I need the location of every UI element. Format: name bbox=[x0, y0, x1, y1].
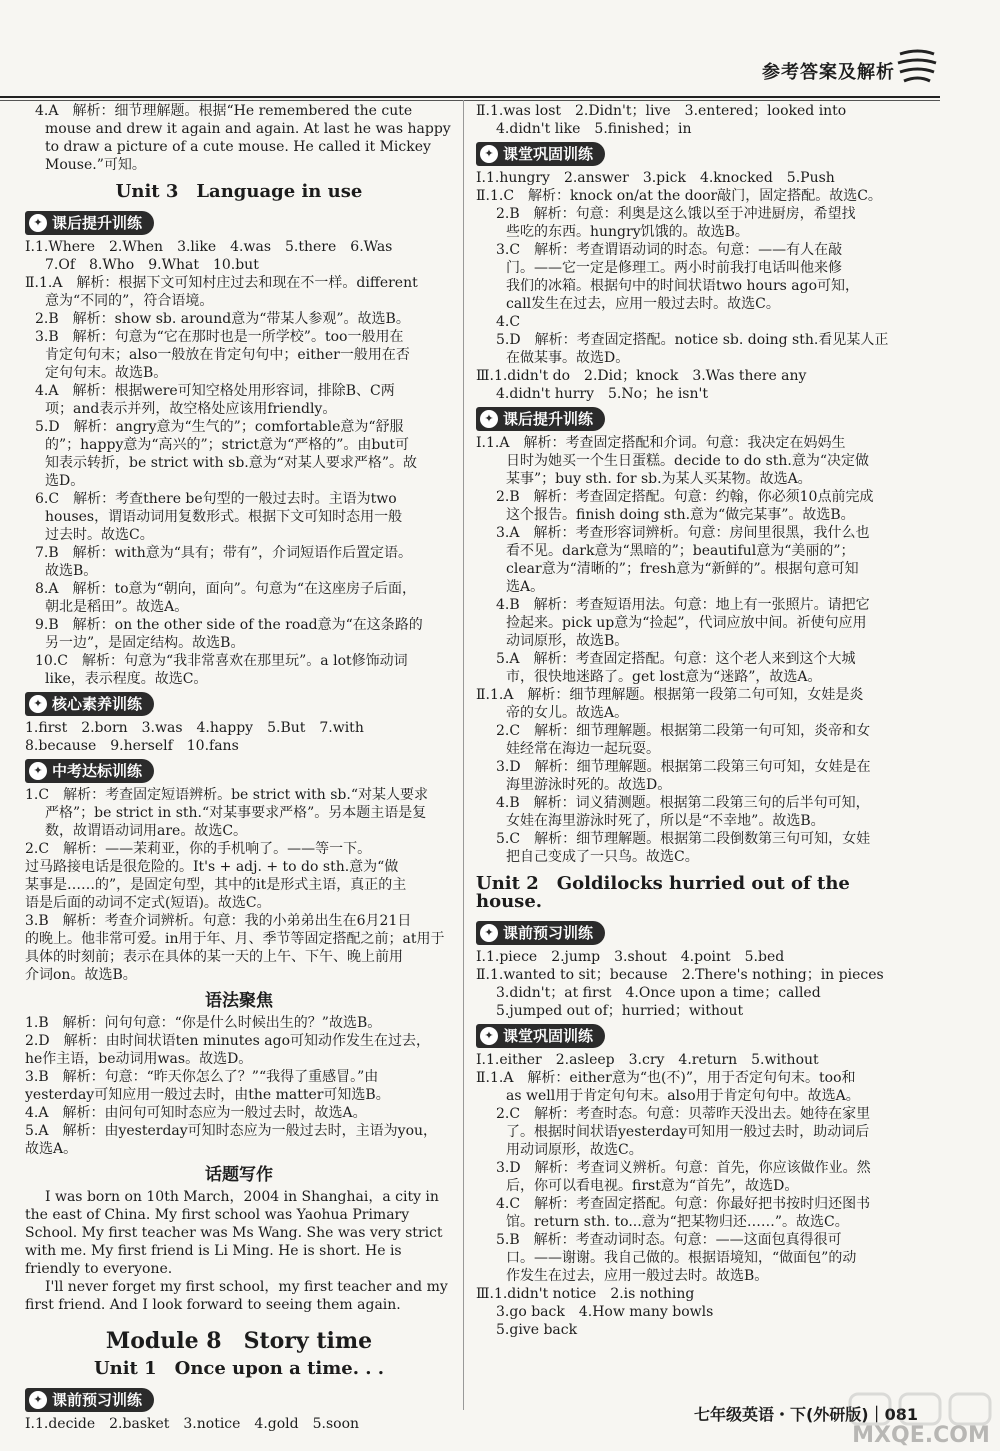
answer-block bbox=[476, 1051, 916, 1339]
answer-line: 定句句末。故选B。 bbox=[45, 365, 168, 381]
answer-line: 语是后面的动词不定式(短语)。故选C。 bbox=[25, 895, 271, 911]
book-icon: ✦ bbox=[480, 1027, 498, 1045]
book-icon: ✦ bbox=[29, 214, 47, 232]
answer-line: 某事是……的”，是固定句型，其中的it是形式主语，真正的主 bbox=[25, 877, 407, 893]
unit-2-title: Unit 2 Goldilocks hurried out of the house. bbox=[476, 873, 850, 912]
answer-line: 1.B 解析：问句句意：“你是什么时候出生的？”故选B。 bbox=[25, 1015, 382, 1031]
answer-line: 4.A 解析：根据were可知空格处用形容词，排除B、C两 bbox=[35, 383, 395, 399]
right-column bbox=[476, 102, 916, 1339]
column-divider bbox=[463, 100, 464, 1410]
answer-line: 的”；happy意为“高兴的”；strict意为“严格的”。由but可 bbox=[45, 437, 410, 453]
answer-line: Mouse.”可知。 bbox=[45, 157, 146, 173]
answer-line: 6.C 解析：考查there be句型的一般过去时。主语为two bbox=[35, 491, 397, 507]
answer-line: 5.D 解析：考查固定搭配。notice sb. doing sth.看见某人正 bbox=[496, 332, 889, 348]
answer-line: as well用于肯定句句末。also用于肯定句句中。故选A。 bbox=[506, 1088, 860, 1104]
header-rule bbox=[0, 96, 940, 98]
writing-paragraph: I'll never forget my first school，my first teacher and my first friend. And I look forward to seeing them again. bbox=[25, 1279, 448, 1313]
answer-line: 用动词原形，故选C。 bbox=[506, 1142, 643, 1158]
answer-line: 知表示转折，be strict with sb.意为“对某人要求严格”。故 bbox=[45, 455, 418, 471]
answer-line: 2.B 解析：句意：利奥是这么饿以至于冲进厨房，希望找 bbox=[496, 206, 856, 222]
module-title: Module 8 Story time bbox=[105, 1328, 373, 1354]
answer-line: 4.C 解析：考查固定搭配。句意：你最好把书按时归还图书 bbox=[496, 1196, 871, 1212]
answer-line: Ⅰ.1.piece 2.jump 3.shout 4.point 5.bed bbox=[476, 949, 785, 965]
section-banner: ✦ 课后提升训练 bbox=[476, 407, 605, 431]
section-banner: ✦ 课前预习训练 bbox=[25, 1388, 154, 1412]
answer-block-top bbox=[476, 102, 916, 138]
unit-3-title: Unit 3 Language in use bbox=[115, 181, 363, 202]
answer-line: 后，你可以看电视。first意为“首先”，故选D。 bbox=[506, 1178, 799, 1194]
answer-line: 故选B。 bbox=[45, 563, 98, 579]
answer-line: 4.B 解析：词义猜测题。根据第二段第三句的后半句可知， bbox=[496, 795, 870, 811]
answer-line: 肯定句句末；also一般放在肯定句句中；either一般用在否 bbox=[45, 347, 410, 363]
answer-line: Ⅱ.1.A 解析：either意为“也(不)”，用于否定句句末。too和 bbox=[476, 1070, 856, 1086]
answer-line: to draw a picture of a cute mouse. He called it Mickey bbox=[45, 139, 431, 155]
book-icon: ✦ bbox=[480, 145, 498, 163]
answer-line: Ⅱ.1.C 解析：knock on/at the door敲门，固定搭配。故选C。 bbox=[476, 188, 882, 204]
answer-line: call发生在过去，应用一般过去时。故选C。 bbox=[506, 296, 780, 312]
answer-line: Ⅱ.1.wanted to sit；because 2.There's nothing；in pieces bbox=[476, 967, 884, 983]
answer-line: 某事”；buy sth. for sb.为某人买某物。故选A。 bbox=[506, 471, 812, 487]
section-banner: ✦ 核心素养训练 bbox=[25, 692, 154, 716]
answer-block bbox=[25, 1415, 453, 1433]
answer-line: 严格”；be strict in sth.“对某事要求严格”。另本题主语是复 bbox=[45, 805, 427, 821]
answer-line: 2.B 解析：show sb. around意为“带某人参观”。故选B。 bbox=[35, 311, 410, 327]
answer-line: mouse and drew it again and again. At last he was happy bbox=[45, 121, 451, 137]
answer-line: 门。——它一定是修理工。两小时前我打电话叫他来修 bbox=[506, 260, 842, 276]
answer-line: 动词原形，故选B。 bbox=[506, 633, 629, 649]
answer-line: 故选A。 bbox=[25, 1141, 78, 1157]
answer-line: 3.A 解析：考查形容词辨析。句意：房间里很黑，我什么也 bbox=[496, 525, 870, 541]
answer-line: 5.D 解析：angry意为“生气的”；comfortable意为“舒服 bbox=[35, 419, 404, 435]
answer-line: 了。根据时间状语yesterday可知用一般过去时，助动词后 bbox=[506, 1124, 870, 1140]
answer-line: 2.C 解析：——茉莉亚，你的手机响了。——等一下。 bbox=[25, 841, 372, 857]
answer-line: 女娃在海里游泳时死了，所以是“不幸地”。故选B。 bbox=[506, 813, 825, 829]
answer-line: 8.A 解析：to意为“朝向，面向”。句意为“在这座房子后面， bbox=[35, 581, 416, 597]
answer-line: 1.first 2.born 3.was 4.happy 5.But 7.with bbox=[25, 720, 364, 736]
left-column bbox=[25, 102, 453, 1433]
answer-line: 5.A 解析：由yesterday可知时态应为一般过去时，主语为you， bbox=[25, 1123, 438, 1139]
answer-line: houses，谓语动词用复数形式。根据下文可知时态用一般 bbox=[45, 509, 403, 525]
answer-line: 9.B 解析：on the other side of the road意为“在这条路的 bbox=[35, 617, 423, 633]
page-footer: 七年级英语・下(外研版)｜081 bbox=[693, 1405, 918, 1424]
answer-line: 4.C bbox=[496, 314, 521, 330]
answer-block bbox=[476, 169, 916, 403]
answer-line: 这个报告。finish doing sth.意为“做完某事”。故选B。 bbox=[506, 507, 855, 523]
answer-line: Ⅱ.1.was lost 2.Didn't；live 3.entered；looked into bbox=[476, 103, 847, 119]
answer-block-top bbox=[25, 102, 453, 174]
answer-line: Ⅱ.1.A 解析：根据下文可知村庄过去和现在不一样。different bbox=[25, 275, 418, 291]
answer-line: he作主语，be动词用was。故选D。 bbox=[25, 1051, 253, 1067]
answer-line: Ⅰ.1.decide 2.basket 3.notice 4.gold 5.soon bbox=[25, 1416, 360, 1432]
answer-line: 3.didn't；at first 4.Once upon a time；called bbox=[496, 985, 821, 1001]
answer-line: 另一边”，是固定结构。故选B。 bbox=[45, 635, 245, 651]
answer-line: 5.B 解析：考查动词时态。句意：——这面包真得很可 bbox=[496, 1232, 842, 1248]
book-icon: ✦ bbox=[29, 1391, 47, 1409]
answer-line: 把自己变成了一只鸟。故选C。 bbox=[506, 849, 699, 865]
answer-line: 选D。 bbox=[45, 473, 85, 489]
answer-line: 的晚上。他非常可爱。in用于年、月、季节等固定搭配之前；at用于 bbox=[25, 931, 445, 947]
book-icon: ✦ bbox=[480, 924, 498, 942]
answer-line: 馆。return sth. to...意为“把某物归还……”。故选C。 bbox=[506, 1214, 849, 1230]
answer-line: 帝的女儿。故选A。 bbox=[506, 705, 629, 721]
answer-line: 意为“不同的”，符合语境。 bbox=[45, 293, 214, 309]
grammar-title: 语法聚焦 bbox=[205, 991, 273, 1011]
answer-line: 娃经常在海边一起玩耍。 bbox=[506, 741, 660, 757]
answer-line: 作发生在过去，应用一般过去时。故选B。 bbox=[506, 1268, 769, 1284]
answer-line: 10.C 解析：句意为“我非常喜欢在那里玩”。a lot修饰动词 bbox=[35, 653, 408, 669]
answer-line: 我们的冰箱。根据句中的时间状语two hours ago可知， bbox=[506, 278, 860, 294]
answer-block bbox=[476, 948, 916, 1020]
writing-title: 话题写作 bbox=[205, 1165, 273, 1185]
writing-paragraph: I was born on 10th March，2004 in Shanghai，a city in the east of China. My first school was Yaohua Primary School. My first teacher was Ms Wang. She was very strict with me. My first friend is Li Ming. He is short. He is friendly to everyone. bbox=[25, 1189, 443, 1277]
watermark-text: MXQE.COM bbox=[852, 1423, 990, 1446]
answer-line: yesterday可知应用一般过去时，由the matter可知选B。 bbox=[25, 1087, 390, 1103]
answer-line: 过去时。故选C。 bbox=[45, 527, 154, 543]
book-icon: ✦ bbox=[480, 410, 498, 428]
stacked-lines-icon bbox=[896, 48, 938, 86]
watermark-logo-icon bbox=[846, 1392, 996, 1446]
section-banner: ✦ 课前预习训练 bbox=[476, 921, 605, 945]
answer-line: Ⅰ.1.A 解析：考查固定搭配和介词。句意：我决定在妈妈生 bbox=[476, 435, 846, 451]
answer-line: 3.B 解析：句意：“昨天你怎么了？”“我得了重感冒。”由 bbox=[25, 1069, 379, 1085]
answer-line: 4.didn't like 5.finished；in bbox=[496, 121, 692, 137]
answer-line: 3.D 解析：细节理解题。根据第二段第三句可知，女娃是在 bbox=[496, 759, 871, 775]
answer-line: 4.didn't hurry 5.No；he isn't bbox=[496, 386, 708, 402]
watermark bbox=[846, 1392, 996, 1446]
header-rule-thin bbox=[0, 100, 940, 101]
book-icon: ✦ bbox=[29, 762, 47, 780]
answer-line: 2.C 解析：考查时态。句意：贝蒂昨天没出去。她待在家里 bbox=[496, 1106, 871, 1122]
answer-line: 2.D 解析：由时间状语ten minutes ago可知动作发生在过去， bbox=[25, 1033, 431, 1049]
answer-line: 5.C 解析：细节理解题。根据第二段倒数第三句可知，女娃 bbox=[496, 831, 871, 847]
answer-line: Ⅲ.1.didn't do 2.Did；knock 3.Was there any bbox=[476, 368, 807, 384]
answer-line: 7.Of 8.Who 9.What 10.but bbox=[45, 257, 259, 273]
section-banner: ✦ 中考达标训练 bbox=[25, 759, 154, 783]
section-banner: ✦ 课堂巩固训练 bbox=[476, 142, 605, 166]
answer-line: 口。——谢谢。我自己做的。根据语境知，“做面包”的动 bbox=[506, 1250, 857, 1266]
answer-line: 5.jumped out of；hurried；without bbox=[496, 1003, 744, 1019]
answer-line: 3.C 解析：考查谓语动词的时态。句意：——有人在敲 bbox=[496, 242, 843, 258]
book-icon: ✦ bbox=[29, 695, 47, 713]
answer-line: 项；and表示并列，故空格处应该用friendly。 bbox=[45, 401, 337, 417]
section-banner: ✦ 课堂巩固训练 bbox=[476, 1024, 605, 1048]
answer-line: 4.B 解析：考查短语用法。句意：地上有一张照片。请把它 bbox=[496, 597, 870, 613]
answer-line: 7.B 解析：with意为“具有；带有”，介词短语作后置定语。 bbox=[35, 545, 413, 561]
answer-line: 5.give back bbox=[496, 1322, 578, 1338]
answer-line: 3.B 解析：考查介词辨析。句意：我的小弟弟出生在6月21日 bbox=[25, 913, 412, 929]
answer-line: 2.B 解析：考查固定搭配。句意：约翰，你必须10点前完成 bbox=[496, 489, 874, 505]
answer-line: 8.because 9.herself 10.fans bbox=[25, 738, 239, 754]
answer-line: 日时为她买一个生日蛋糕。decide to do sth.意为“决定做 bbox=[506, 453, 870, 469]
answer-line: 过马路接电话是很危险的。It's + adj. + to do sth.意为“做 bbox=[25, 859, 399, 875]
answer-line: clear意为“清晰的”；fresh意为“新鲜的”。根据句意可知 bbox=[506, 561, 859, 577]
answer-line: 些吃的东西。hungry饥饿的。故选B。 bbox=[506, 224, 749, 240]
answer-block bbox=[476, 434, 916, 866]
answer-block bbox=[25, 786, 453, 984]
answer-line: 3.B 解析：句意为“它在那时也是一所学校”。too一般用在 bbox=[35, 329, 404, 345]
answer-line: 4.A 解析：由问句可知时态应为一般过去时，故选A。 bbox=[25, 1105, 367, 1121]
answer-line: Ⅰ.1.Where 2.When 3.like 4.was 5.there 6.Was bbox=[25, 239, 393, 255]
answer-line: 在做某事。故选D。 bbox=[506, 350, 630, 366]
answer-line: 朝北是稻田”。故选A。 bbox=[45, 599, 189, 615]
section-banner: ✦ 课后提升训练 bbox=[25, 211, 154, 235]
answer-line: Ⅰ.1.hungry 2.answer 3.pick 4.knocked 5.Push bbox=[476, 170, 835, 186]
answer-block bbox=[25, 238, 453, 688]
answer-line: 数，故谓语动词用are。故选C。 bbox=[45, 823, 248, 839]
answer-line: like，表示程度。故选C。 bbox=[45, 671, 208, 687]
header-title: 参考答案及解析 bbox=[762, 62, 895, 83]
answer-line: 3.D 解析：考查词义辨析。句意：首先，你应该做作业。然 bbox=[496, 1160, 871, 1176]
answer-line: 2.C 解析：细节理解题。根据第二段第一句可知，炎帝和女 bbox=[496, 723, 871, 739]
answer-line: 介词on。故选B。 bbox=[25, 967, 137, 983]
answer-line: 市，很快地迷路了。get lost意为“迷路”，故选A。 bbox=[506, 669, 822, 685]
answer-block bbox=[25, 1014, 453, 1158]
answer-line: 具体的时刻前；表示在具体的某一天的上午、下午、晚上前用 bbox=[25, 949, 403, 965]
answer-line: 5.A 解析：考查固定搭配。句意：这个老人来到这个大城 bbox=[496, 651, 856, 667]
answer-line: Ⅱ.1.A 解析：细节理解题。根据第一段第二句可知，女娃是炎 bbox=[476, 687, 864, 703]
answer-line: 1.C 解析：考查固定短语辨析。be strict with sb.“对某人要求 bbox=[25, 787, 428, 803]
answer-line: 4.A 解析：细节理解题。根据“He remembered the cute bbox=[35, 103, 413, 119]
answer-line: 3.go back 4.How many bowls bbox=[496, 1304, 714, 1320]
answer-line: 看不见。dark意为“黑暗的”；beautiful意为“美丽的”； bbox=[506, 543, 855, 559]
answer-line: 捡起来。pick up意为“捡起”，代词应放中间。祈使句应用 bbox=[506, 615, 867, 631]
page-header bbox=[0, 0, 1000, 98]
answer-line: Ⅲ.1.didn't notice 2.is nothing bbox=[476, 1286, 695, 1302]
answer-block bbox=[25, 719, 453, 755]
unit-1-title: Unit 1 Once upon a time. . . bbox=[93, 1358, 385, 1379]
answer-line: 海里游泳时死的。故选D。 bbox=[506, 777, 672, 793]
answer-line: Ⅰ.1.either 2.asleep 3.cry 4.return 5.without bbox=[476, 1052, 819, 1068]
answer-line: 选A。 bbox=[506, 579, 545, 595]
